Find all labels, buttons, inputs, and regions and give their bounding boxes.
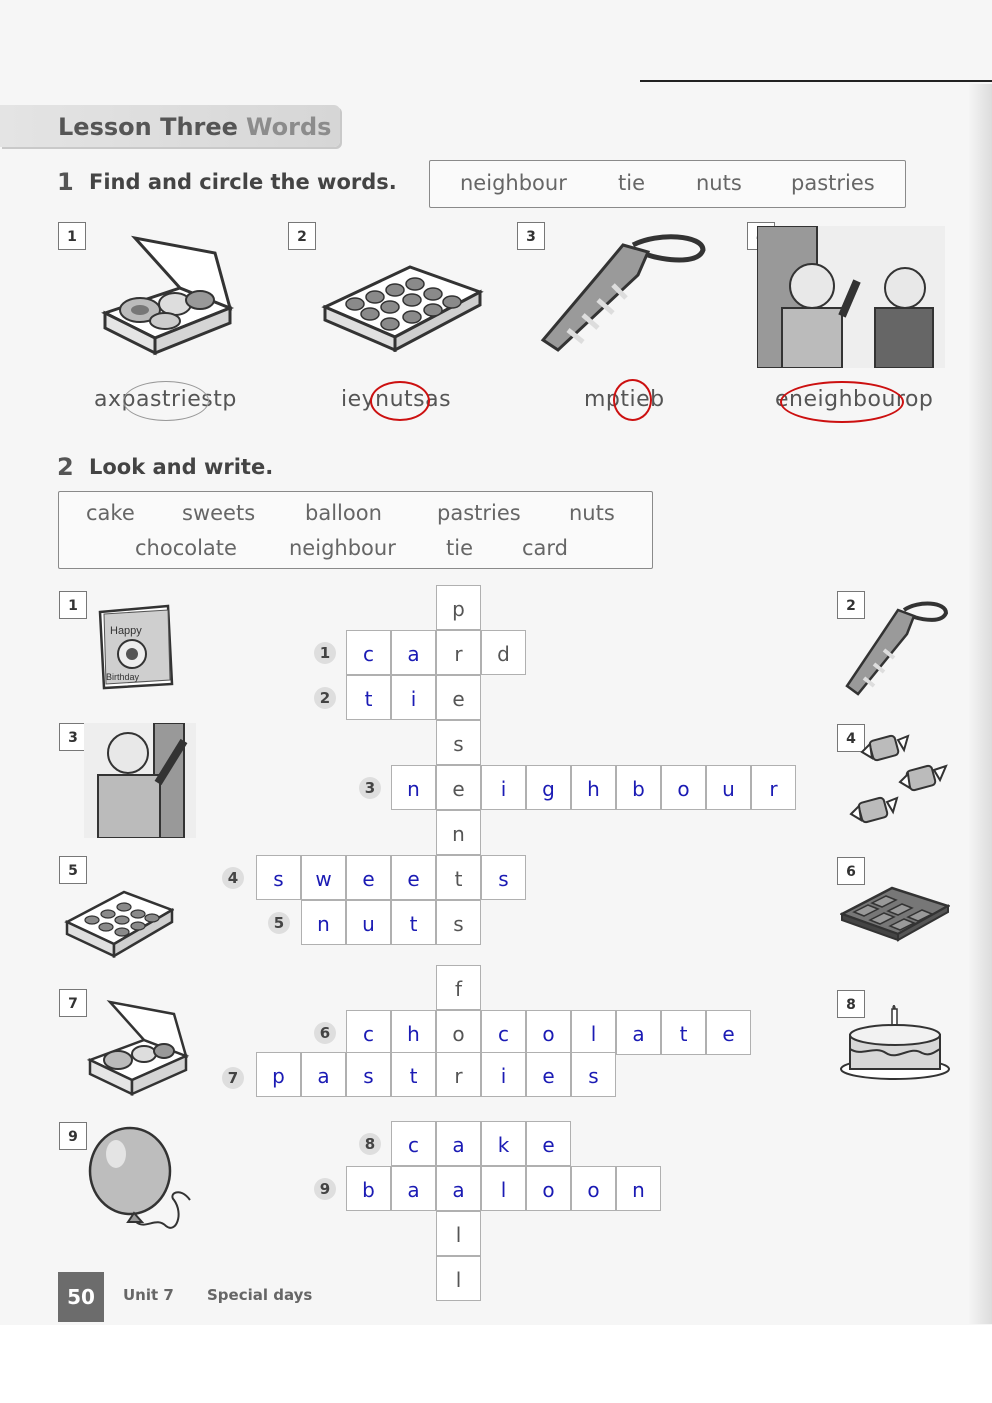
top-rule [640,80,992,82]
lesson-title: Lesson Three [58,113,238,141]
crossword-cell-balloon-letter: n [632,1178,645,1202]
clue-number: 5 [268,912,290,934]
ex2-picture-number: 5 [59,856,87,884]
clue-number: 6 [314,1022,336,1044]
crossword-cell-pastries-letter: t [409,1064,418,1088]
word-box-word: neighbour [460,171,567,195]
page-edge-shadow [968,84,992,1324]
ex1-item-number: 1 [58,222,86,250]
crossword-cell-chocolate-letter: c [498,1022,509,1046]
word-box-word: balloon [305,501,382,525]
ex2-picture-number: 8 [837,990,865,1018]
crossword-cell-neighbour-letter: i [500,777,507,801]
crossword-cell-pastries-letter: s [588,1064,599,1088]
crossword-cell-nuts-letter: u [362,912,375,936]
neighbour-picture [84,723,196,838]
pastries-box-picture [95,228,235,358]
word-box-word: chocolate [135,536,237,560]
crossword-cell-chocolate-letter: c [363,1022,374,1046]
ex2-picture-number: 7 [59,989,87,1017]
crossword-cell-sweets-letter: w [315,867,332,891]
crossword-cell-neighbour-letter: u [722,777,735,801]
sweets-picture [846,728,956,836]
crossword-cell-nuts-letter: n [317,912,330,936]
word-box-word: nuts [696,171,742,195]
nuts-box-picture [320,232,485,352]
footer-unit: Unit 7 [123,1286,174,1304]
crossword-cell-pastries-letter: s [363,1064,374,1088]
ex2-picture-number: 2 [837,591,865,619]
lesson-subtitle: Words [246,113,332,141]
letter-string-3: mptieb [584,387,665,412]
crossword-cell-chocolate-letter: o [542,1022,555,1046]
crossword-cell-printed-letter: o [452,1022,465,1046]
crossword-cell-sweets-letter: e [362,867,375,891]
crossword-cell-balloon-letter: l [500,1178,507,1202]
crossword-cell-printed-letter: a [452,1178,465,1202]
crossword-cell-cake-letter: a [452,1133,465,1157]
crossword-cell-cake-letter: c [408,1133,419,1157]
crossword-cell-printed-letter: t [454,867,463,891]
crossword-cell-printed-letter: s [453,912,464,936]
ex2-picture-number: 3 [59,723,87,751]
ex2-picture-number: 1 [59,591,87,619]
clue-number: 2 [314,687,336,709]
crossword-cell-card-letter: d [497,642,510,666]
printed-example-circle [123,381,209,421]
crossword-cell-tie-letter: i [410,687,417,711]
crossword-cell-chocolate-letter: e [722,1022,735,1046]
crossword-cell-cake-letter: k [497,1133,510,1157]
clue-number: 8 [359,1133,381,1155]
crossword-cell-printed-letter: p [452,597,465,621]
pastries-picture [86,996,190,1100]
tie-picture [538,230,708,355]
letter-string-2: ieynutsas [341,387,452,412]
answer-circle [613,379,652,421]
crossword-cell-neighbour-letter: o [677,777,690,801]
crossword-cell-printed-letter: r [454,1064,463,1088]
word-box-word: tie [446,536,473,560]
cake-picture [838,1005,952,1081]
word-box-word: pastries [437,501,521,525]
balloon-picture [86,1126,196,1232]
page-number: 50 [58,1272,104,1322]
ex1-item-number: 2 [288,222,316,250]
crossword-cell-balloon-letter: b [362,1178,375,1202]
ex2-picture-number: 4 [837,724,865,752]
crossword-cell-printed-letter: l [455,1223,462,1247]
word-box-word: card [522,536,569,560]
birthday-card-picture [96,604,176,690]
word-box-word: nuts [569,501,615,525]
clue-number: 4 [222,867,244,889]
clue-number: 3 [359,777,381,799]
crossword-cell-printed-letter: r [454,642,463,666]
crossword-cell-printed-letter: s [453,732,464,756]
word-box-word: neighbour [289,536,396,560]
crossword-cell-balloon-letter: o [587,1178,600,1202]
ex2-picture-number: 6 [837,857,865,885]
crossword-cell-pastries-letter: e [542,1064,555,1088]
crossword-cell-sweets-letter: s [273,867,284,891]
crossword-cell-balloon-letter: o [542,1178,555,1202]
crossword-cell-neighbour-letter: g [542,777,555,801]
crossword-cell-nuts-letter: t [409,912,418,936]
letter-string-4: eneighbourop [775,387,934,412]
crossword-cell-sweets-letter: e [407,867,420,891]
clue-number: 7 [222,1067,244,1089]
crossword-cell-printed-letter: f [454,977,463,1001]
exercise-2-number: 2 [57,453,74,481]
crossword-cell-sweets-letter: s [498,867,509,891]
answer-circle [780,381,904,423]
card-text-birthday: Birthday [106,672,140,682]
letter-string-1: axpastriestp [94,387,237,412]
chocolate-picture [840,884,950,942]
crossword-cell-printed-letter: l [455,1268,462,1292]
crossword-cell-balloon-letter: a [407,1178,420,1202]
crossword-cell-chocolate-letter: l [590,1022,597,1046]
crossword-cell-neighbour-letter: n [407,777,420,801]
crossword-cell-neighbour-letter: r [769,777,778,801]
footer-title: Special days [207,1286,313,1304]
crossword-cell-tie-letter: t [364,687,373,711]
crossword-cell-pastries-letter: p [272,1064,285,1088]
crossword-cell-neighbour-letter: h [587,777,600,801]
crossword-cell-chocolate-letter: t [679,1022,688,1046]
clue-number: 1 [314,642,336,664]
crossword-cell-card-letter: c [363,642,374,666]
answer-circle [370,381,430,421]
nuts-picture [64,872,174,958]
crossword-cell-printed-letter: e [452,687,465,711]
crossword-cell-chocolate-letter: a [632,1022,645,1046]
crossword-cell-printed-letter: n [452,822,465,846]
ex1-item-number: 3 [517,222,545,250]
crossword-cell-chocolate-letter: h [407,1022,420,1046]
crossword-cell-pastries-letter: a [317,1064,330,1088]
word-box-word: sweets [182,501,256,525]
crossword-cell-card-letter: a [407,642,420,666]
neighbours-picture [757,226,945,368]
word-box-word: pastries [791,171,875,195]
word-box-word: cake [86,501,135,525]
clue-number: 9 [314,1178,336,1200]
word-box-word: tie [618,171,645,195]
crossword-cell-cake-letter: e [542,1133,555,1157]
exercise-1-instruction: Find and circle the words. [89,170,397,194]
ex2-picture-number: 9 [59,1122,87,1150]
tie-picture-small [844,598,949,698]
crossword-cell-neighbour-letter: b [632,777,645,801]
card-text-happy: Happy [110,625,142,637]
crossword-cell-pastries-letter: i [500,1064,507,1088]
exercise-2-instruction: Look and write. [89,455,274,479]
crossword-cell-printed-letter: e [452,777,465,801]
exercise-1-number: 1 [57,168,74,196]
